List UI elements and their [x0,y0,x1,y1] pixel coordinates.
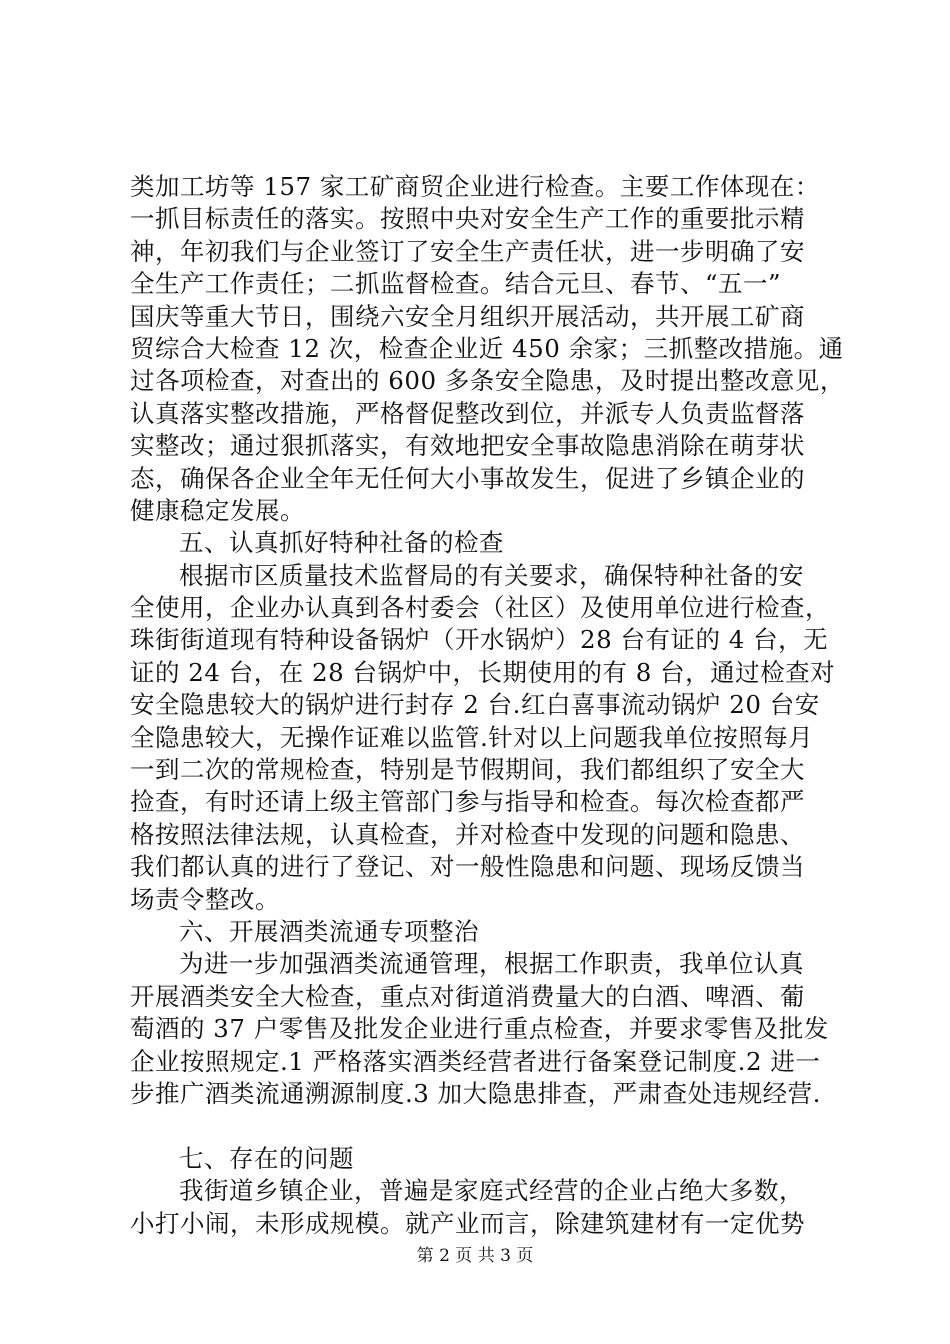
text-line: 国庆等重大节日，围绕六安全月组织开展活动，共开展工矿商 [130,301,805,331]
paragraph-special-equipment [130,560,840,916]
text-line: 全隐患较大，无操作证难以监管.针对以上问题我单位按照每月 [130,722,814,752]
blank-line [130,1110,840,1142]
document-body [130,171,845,1240]
text-line: 步推广酒类流通溯源制度.3 加大隐患排查，严肃查处违规经营. [130,1078,821,1108]
text-line: 场责令整改。 [130,884,280,914]
text-line: 贸综合大检查 12 次，检查企业近 450 余家；三抓整改措施。通 [130,333,844,363]
text-line: 全生产工作责任；二抓监督检查。结合元旦、春节、“五一” [130,269,782,299]
text-line: 开展酒类安全大检查，重点对街道消费量大的白酒、啤酒、葡 [130,981,805,1011]
text-line: 一到二次的常规检查，特别是节假期间，我们都组织了安全大 [130,755,805,785]
section-heading-7: 七、存在的问题 [179,1143,354,1173]
text-line: 为进一步加强酒类流通管理，根据工作职责，我单位认真 [179,949,804,979]
section-heading-6: 六、开展酒类流通专项整治 [179,916,479,946]
paragraph-liquor-regulation [130,948,840,1110]
text-line: 态，确保各企业全年无任何大小事故发生，促进了乡镇企业的 [130,463,805,493]
text-line: 神，年初我们与企业签订了安全生产责任状，进一步明确了安 [130,236,805,266]
text-line: 实整改；通过狠抓落实，有效地把安全事故隐患消除在萌芽状 [130,431,805,461]
text-line: 类加工坊等 157 家工矿商贸企业进行检查。主要工作体现在： [130,172,820,201]
text-line: 根据市区质量技术监督局的有关要求，确保特种社备的安 [179,560,804,590]
text-line: 企业按照规定.1 严格落实酒类经营者进行备案登记制度.2 进一 [130,1046,821,1076]
text-line: 认真落实整改措施，严格督促整改到位，并派专人负责监督落 [130,398,805,428]
text-line: 小打小闹，未形成规模。就产业而言，除建筑建材有一定优势 [130,1208,805,1238]
text-line: 一抓目标责任的落实。按照中央对安全生产工作的重要批示精 [130,204,805,234]
text-line: 我们都认真的进行了登记、对一般性隐患和问题、现场反馈当 [130,852,805,882]
text-line: 安全隐患较大的锅炉进行封存 2 台.红白喜事流动锅炉 20 台安 [130,690,820,720]
text-line: 证的 24 台，在 28 台锅炉中，长期使用的有 8 台，通过检查对 [130,657,836,687]
text-line: 全使用，企业办认真到各村委会（社区）及使用单位进行检查， [130,593,830,623]
paragraph-existing-problems [130,1175,840,1240]
text-line: 珠街街道现有特种设备锅炉（开水锅炉）28 台有证的 4 台，无 [130,625,829,655]
text-line: 过各项检查，对查出的 600 多条安全隐患，及时提出整改意见， [130,366,845,396]
text-line: 萄酒的 37 户零售及批发企业进行重点检查，并要求零售及批发 [130,1014,829,1044]
text-line: 格按照法律法规，认真检查，并对检查中发现的问题和隐患、 [130,819,805,849]
section-heading-5: 五、认真抓好特种社备的检查 [179,528,504,558]
text-line: 健康稳定发展。 [130,495,305,525]
paragraph-work-summary [130,171,845,527]
page-number-footer: 第 2 页 共 3 页 [416,1246,534,1266]
text-line: 捡查，有时还请上级主管部门参与指导和检查。每次检查都严 [130,787,805,817]
text-line: 我街道乡镇企业，普遍是家庭式经营的企业占绝大多数， [179,1176,804,1206]
